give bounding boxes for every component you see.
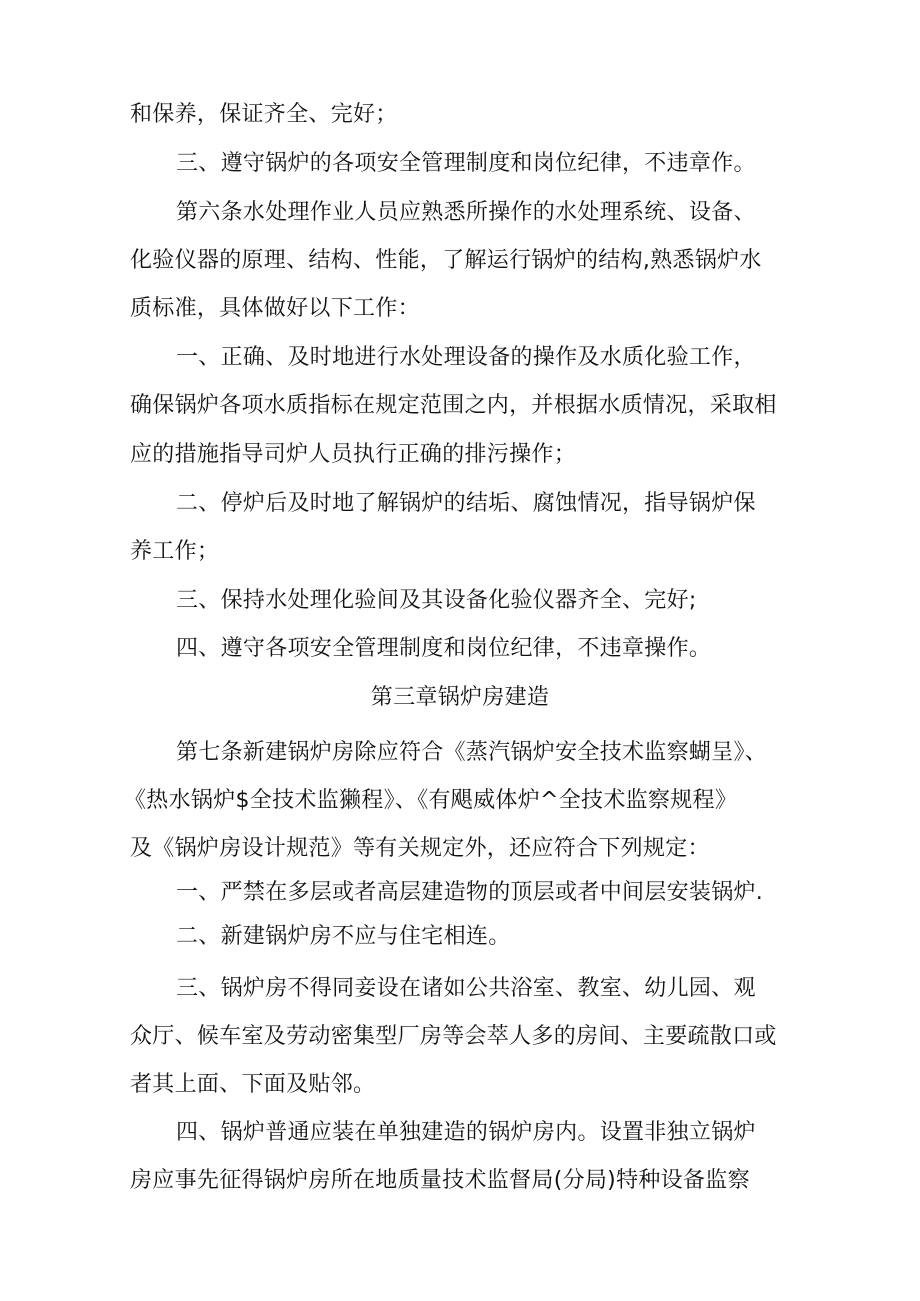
chapter-heading: 第三章锅炉房建造 [370,685,550,710]
text-line-22: 四、锅炉普通应装在单独建造的锅炉房内。设置非独立锅炉 [176,1120,756,1145]
text-line-5: 质标准，具体做好以下工作： [130,296,420,321]
text-line-6: 一、正确、及时地进行水处理设备的操作及水质化验工作， [176,345,756,370]
text-line-7: 确保锅炉各项水质指标在规定范围之内，并根据水质情况，采取相 [130,393,777,418]
text-line-2: 三、遵守锅炉的各项安全管理制度和岗位纪律，不违章作。 [176,151,756,176]
text-line-14: 第七条新建锅炉房除应符合《蒸汽锅炉安全技术监察蝴呈》、 [176,740,768,765]
text-line-11: 三、保持水处理化验间及其设备化验仪器齐全、完好; [176,588,697,613]
text-line-18: 二、新建锅炉房不应与住宅相连。 [176,924,511,949]
text-line-21: 者其上面、下面及贴邻。 [130,1072,376,1097]
text-line-10: 养工作； [130,539,220,564]
text-line-23: 房应事先征得锅炉房所在地质量技术监督局(分局)特种设备监察 [130,1168,750,1193]
text-line-17: 一、严禁在多层或者高层建造物的顶层或者中间层安装锅炉. [176,880,764,905]
text-line-12: 四、遵守各项安全管理制度和岗位纪律，不违章操作。 [176,636,712,661]
text-line-15: 《热水锅炉$全技术监獭程》、《有飓威体炉^全技术监察规程》 [124,788,738,813]
text-line-3: 第六条水处理作业人员应熟悉所操作的水处理系统、设备、 [176,200,756,225]
text-line-4: 化验仪器的原理、结构、性能，了解运行锅炉的结构,熟悉锅炉水 [130,248,762,273]
text-line-9: 二、停炉后及时地了解锅炉的结垢、腐蚀情况，指导锅炉保 [176,491,756,516]
text-line-19: 三、锅炉房不得同妾设在诸如公共浴室、教室、幼儿园、观 [176,976,756,1001]
text-line-16: 及《锅炉房设计规范》等有关规定外，还应符合下列规定： [130,836,710,861]
text-line-8: 应的措施指导司炉人员执行正确的排污操作； [130,442,577,467]
text-line-1: 和保养，保证齐全、完好； [130,102,398,127]
text-line-20: 众厅、候车室及劳动密集型厂房等会萃人多的房间、主要疏散口或 [130,1024,777,1049]
